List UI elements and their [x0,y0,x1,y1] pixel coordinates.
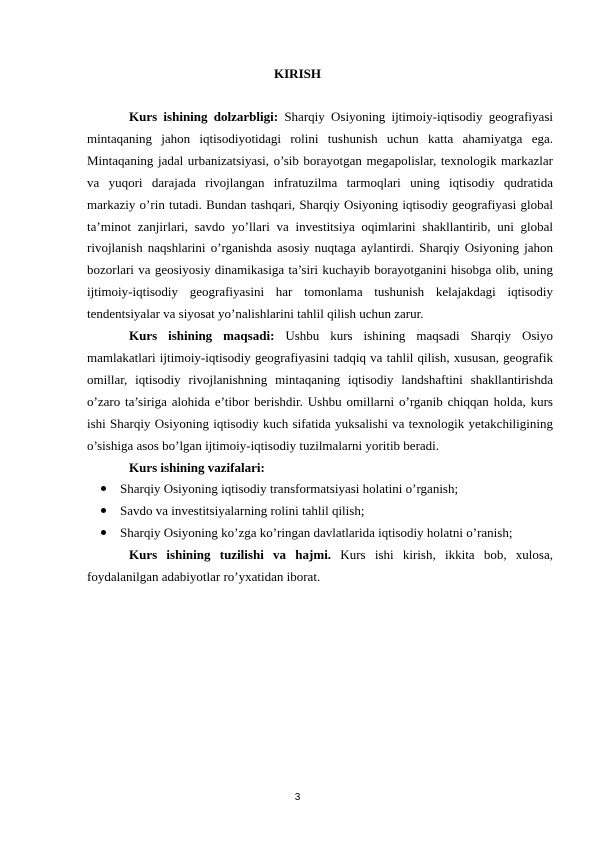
relevance-lead: Kurs ishining dolzarbligi: [129,109,279,124]
goal-paragraph [87,325,553,456]
bullet-icon [101,486,106,491]
list-item [87,522,553,544]
structure-lead: Kurs ishining tuzilishi va hajmi. [129,547,332,563]
relevance-paragraph [87,106,553,325]
document-body [87,106,553,588]
structure-paragraph [87,544,553,588]
task-text: Sharqiy Osiyoning iqtisodiy transformatsiyasi holatini o’rganish; [120,481,459,497]
page-number: 3 [294,792,301,803]
bullet-icon [101,530,106,535]
task-text: Savdo va investitsiyalarning rolini tahlil qilish; [120,503,365,519]
tasks-list [87,478,553,544]
list-item [87,478,553,500]
relevance-text: Sharqiy Osiyoning ijtimoiy-iqtisodiy geografiyasi mintaqaning jahon iqtisodiyotidagi rolini tushunish uchun katta ahamiyatga ega. Mintaqaning jadal urbanizatsiyasi, o’sib borayotgan megapolislar, texnologik markazlar va yuqori darajada rivojlangan infratuzilma tarmoqlari uning iqtisodiy qudratida markaziy o’rin tutadi. Bundan tashqari, Sharqiy Osiyoning iqtisodiy geografiyasi global ta’minot zanjirlari, savdo yo’llari va investitsiya oqimlarini shakllantirib, uni global rivojlanish naqshlarini o’rganishda asosiy nuqtaga aylantirdi. Sharqiy Osiyoning jahon bozorlari va geosiyosiy dinamikasiga ta’siri kuchayib borayotganini hisobga olib, uning ijtimoiy-iqtisodiy geografiyasini har tomonlama tushunish kelajakdagi iqtisodiy tendentsiyalar va siyosat yo’nalishlarini tahlil qilish uchun zarur. [87,109,553,322]
goal-lead: Kurs ishining maqsadi: [129,328,275,344]
structure-text: Kurs ishi kirish, ikkita bob, xulosa, foydalanilgan adabiyotlar ro’yxatidan iborat. [87,547,554,585]
tasks-heading: Kurs ishining vazifalari: [129,459,265,475]
goal-text: Ushbu kurs ishining maqsadi Sharqiy Osiyo mamlakatlari ijtimoiy-iqtisodiy geografiyasini tadqiq va tahlil qilish, xususan, geografik omillar, iqtisodiy rivojlanishning mintaqaning iqtisodiy landshaftini shakllantirishda o’zaro ta’siriga alohida e’tibor berishdir. Ushbu omillarni o’rganib chiqqan holda, kurs ishi Sharqiy Osiyoning iqtisodiy kuch sifatida yuksalishi va texnologik yetakchiligining o’sishiga asos bo’lgan ijtimoiy-iqtisodiy tuzilmalarni yoritib beradi. [87,328,554,453]
bullet-icon [101,508,106,513]
task-text: Sharqiy Osiyoning ko’zga ko’ringan davlatlarida iqtisodiy holatni o’ranish; [120,525,513,541]
page-title: KIRISH [274,66,321,81]
list-item [87,500,553,522]
